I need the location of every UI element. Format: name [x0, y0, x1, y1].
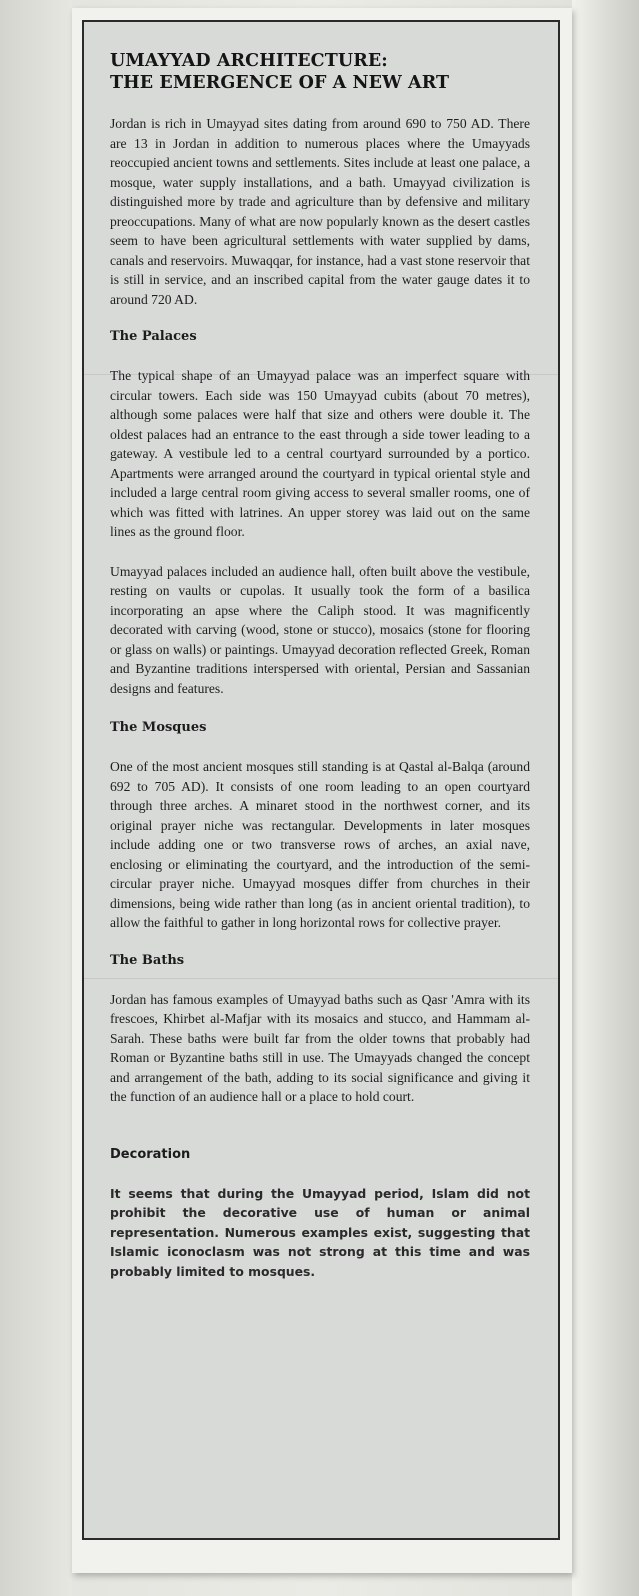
palaces-paragraph-1: The typical shape of an Umayyad palace was an imperfect square with circular towers. Each side was 150 Umayyad cubits (about 70 metres), although some palaces were half that size and others were double it. The oldest palaces had an entrance to the east through a side tower leading to a gateway. A vestibule led to a central courtyard surrounded by a portico. Apartments were arranged around the courtyard in typical oriental style and included a large central room giving access to several smaller rooms, one of which was fitted with latrines. An upper storey was laid out on the same lines as the ground floor.	[110, 368, 530, 539]
baths-paragraph: Jordan has famous examples of Umayyad baths such as Qasr 'Amra with its frescoes, Khirbet al-Mafjar with its mosaics and stucco, and Hammam al-Sarah. These baths were built far from the older towns that probably had Roman or Byzantine baths still in use. The Umayyads changed the concept and arrangement of the bath, adding to its social significance and giving it the function of an audience hall or a place to hold court.	[110, 991, 530, 1104]
mosques-paragraph: One of the most ancient mosques still standing is at Qastal al-Balqa (around 692 to 705 AD). It consists of one room leading to an open courtyard through three arches. A minaret stood in the northwest corner, and its original prayer niche was rectangular. Developments in later mosques include adding one or two transverse rows of arches, an axial nave, enclosing or eliminating the courtyard, and the introduction of the semi-circular prayer niche. Umayyad mosques differ from churches in their dimensions, being wide rather than long (as in ancient oriental tradition), to allow the faithful to gather in long horizontal rows for collective prayer.	[110, 759, 530, 930]
intro-paragraph: Jordan is rich in Umayyad sites dating from around 690 to 750 AD. There are 13 in Jordan in addition to numerous places where the Umayyads reoccupied ancient towns and settlements. Sites include at least one palace, a mosque, water supply installations, and a bath. Umayyad civilization is distinguished more by trade and agriculture than by defensive and military preoccupations. Many of what are now popularly known as the desert castles seem to have been agricultural settlements with water supplied by dams, canals and reservoirs. Muwaqqar, for instance, had a vast stone reservoir that is still in service, and an inscribed capital from the water gauge dates it to around 720 AD.	[110, 116, 530, 307]
palaces-paragraph-2: Umayyad palaces included an audience hall, often built above the vestibule, resting on vaults or cupolas. It usually took the form of a basilica incorporating an apse where the Caliph stood. It was magnificently decorated with carving (wood, stone or stucco), mosaics (stone for flooring or glass on walls) or paintings. Umayyad decoration reflected Greek, Roman and Byzantine traditions interspersed with oriental, Persian and Sassanian designs and features.	[110, 563, 530, 696]
sign-title	[110, 50, 530, 94]
mosques-heading: The Mosques	[110, 720, 207, 735]
wall-right	[572, 0, 639, 1596]
sign-title-line-2: THE EMERGENCE OF A NEW ART	[110, 73, 450, 93]
wall-left	[0, 0, 72, 1596]
baths-heading: The Baths	[110, 952, 185, 968]
palaces-heading: The Palaces	[110, 329, 197, 344]
sign-content	[110, 50, 530, 1281]
decoration-paragraph: It seems that during the Umayyad period, Islam did not prohibit the decorative use of human or animal representation. Numerous examples exist, suggesting that Islamic iconoclasm was not strong at this time and was probably limited to mosques.	[110, 1185, 530, 1279]
decoration-heading: Decoration	[110, 1146, 191, 1162]
information-sign	[82, 20, 560, 1540]
sign-title-line-1: UMAYYAD ARCHITECTURE:	[110, 51, 388, 71]
